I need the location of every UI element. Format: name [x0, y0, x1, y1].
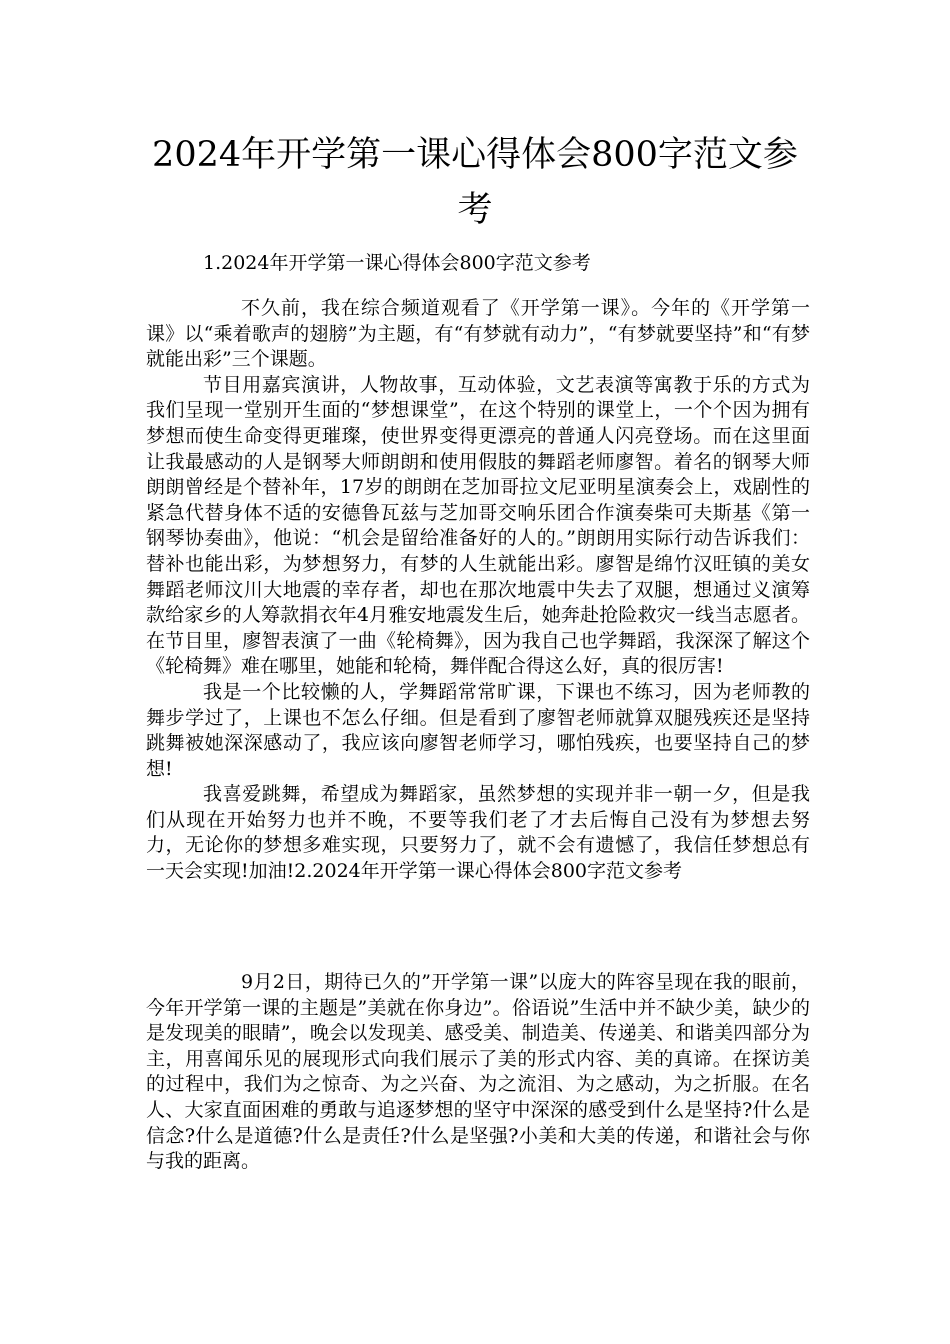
paragraph: 我是一个比较懒的人，学舞蹈常常旷课，下课也不练习，因为老师教的舞步学过了，上课也不怎么仔细。但是看到了廖智老师就算双腿残疾还是坚持跳舞被她深深感动了，我应该向廖智老师学习，哪怕残疾，也要坚持自己的梦想!: [146, 680, 810, 780]
title-line-2: 考: [457, 190, 493, 230]
section-1-body: [146, 296, 810, 885]
paragraph: 9月2日，期待已久的”开学第一课”以庞大的阵容呈现在我的眼前，今年开学第一课的主题是”美就在你身边”。俗语说”生活中并不缺少美，缺少的是发现美的眼睛”，晚会以发现美、感受美、制造美、传递美、和谐美四部分为主，用喜闻乐见的展现形式向我们展示了美的形式内容、美的真谛。在探访美的过程中，我们为之惊奇、为之兴奋、为之流泪、为之感动，为之折服。在名人、大家直面困难的勇敢与追逐梦想的坚守中深深的感受到什么是坚持?什么是信念?什么是道德?什么是责任?什么是坚强?小美和大美的传递，和谐社会与你与我的距离。: [146, 971, 810, 1173]
paragraph: 我喜爱跳舞，希望成为舞蹈家，虽然梦想的实现并非一朝一夕，但是我们从现在开始努力也并不晚，不要等我们老了才去后悔自己没有为梦想去努力，无论你的梦想多难实现，只要努力了，就不会有遗憾了，我信任梦想总有一天会实现!加油!2.2024年开学第一课心得体会800字范文参考: [146, 783, 810, 883]
title-line-1: 2024年开学第一课心得体会800字范文参: [152, 135, 798, 175]
paragraph: 不久前，我在综合频道观看了《开学第一课》。今年的《开学第一课》以“乘着歌声的翅膀”为主题，有“有梦就有动力”，“有梦就要坚持”和“有梦就能出彩”三个课题。: [146, 297, 810, 371]
section-2-body: [146, 970, 810, 1175]
paragraph: 节目用嘉宾演讲，人物故事，互动体验，文艺表演等寓教于乐的方式为我们呈现一堂别开生面的“梦想课堂”，在这个特别的课堂上，一个个因为拥有梦想而使生命变得更璀璨，使世界变得更漂亮的普通人闪亮登场。而在这里面让我最感动的人是钢琴大师朗朗和使用假肢的舞蹈老师廖智。着名的钢琴大师朗朗曾经是个替补年，17岁的朗朗在芝加哥拉文尼亚明星演奏会上，戏剧性的紧急代替身体不适的安德鲁瓦兹与芝加哥交响乐团合作演奏柴可夫斯基《第一钢琴协奏曲》，他说：“机会是留给准备好的人的。”朗朗用实际行动告诉我们：替补也能出彩，为梦想努力，有梦的人生就能出彩。廖智是绵竹汉旺镇的美女舞蹈老师汶川大地震的幸存者，却也在那次地震中失去了双腿，想通过义演筹款给家乡的人筹款捐衣年4月雅安地震发生后，她奔赴抢险救灾一线当志愿者。在节目里，廖智表演了一曲《轮椅舞》，因为我自己也学舞蹈，我深深了解这个《轮椅舞》难在哪里，她能和轮椅，舞伴配合得这么好，真的很厉害!: [146, 373, 810, 678]
section-heading-1: 1.2024年开学第一课心得体会800字范文参考: [203, 252, 591, 274]
document-title: [120, 128, 830, 238]
